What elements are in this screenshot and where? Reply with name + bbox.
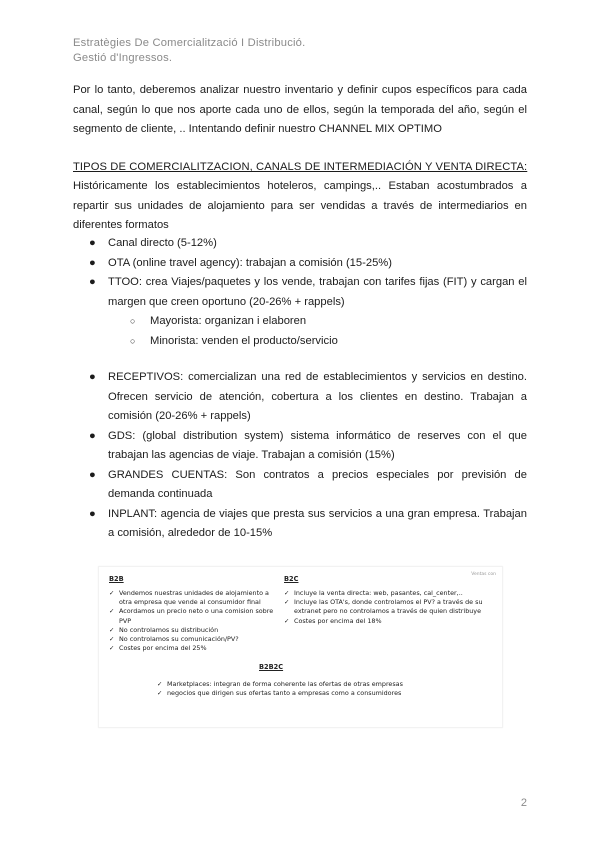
document-header — [73, 36, 305, 66]
check-icon: ✓ — [157, 689, 163, 698]
check-icon: ✓ — [109, 589, 115, 597]
b2b2c-title: B2B2C — [259, 663, 284, 671]
section-title: TIPOS DE COMERCIALITZACION, CANALS DE INTERMEDIACIÓN Y VENTA DIRECTA: — [73, 161, 528, 173]
bullet-icon: ● — [89, 237, 96, 249]
b2b-item: ✓ No controlamos su comunicación/PV? — [109, 635, 239, 644]
b2c-item: ✓ Incluye la venta directa: web, pasantes, cal_center,.. — [284, 589, 463, 597]
figure-corner-label: Ventas con — [471, 572, 496, 577]
b2b-item: ✓ Costes por encima del 25% — [109, 644, 207, 653]
circle-bullet-icon: ○ — [130, 335, 136, 346]
circle-bullet-icon: ○ — [130, 316, 136, 326]
list-item: ● GRANDES CUENTAS: Son contratos a precios especiales por previsión de demanda continuada — [73, 466, 527, 505]
b2c-list — [284, 589, 494, 626]
bullet-icon: ● — [89, 429, 96, 442]
check-icon: ✓ — [109, 644, 115, 653]
bullet-icon: ● — [89, 507, 96, 520]
b2c-title: B2C — [284, 575, 299, 583]
b2b-item: ✓ Acordamos un precio neto o una comision sobre PVP — [109, 607, 274, 625]
check-icon: ✓ — [109, 635, 115, 644]
list-item: ● RECEPTIVOS: comercializan una red de establecimientos y servicios en destino. Ofrecen servicio de atención, cobertura a los clientes en destino. Trabajan a comisión (20-26% + rappels) — [73, 368, 527, 427]
check-icon: ✓ — [109, 607, 115, 616]
b2b2c-item: ✓ negocios que dirigen sus ofertas tanto a empresas como a consumidores — [157, 689, 402, 698]
b2b-b2c-figure — [98, 566, 503, 728]
sublist-item: ○ Minorista: venden el producto/servicio — [108, 332, 527, 352]
b2c-item: ✓ Incluye las OTA's, donde controlamos el PV? a través de su extranet pero no controlamos a través de quien distribuye — [284, 598, 483, 616]
intro-paragraph: Por lo tanto, deberemos analizar nuestro inventario y definir cupos específicos para cada canal, según lo que nos aporte cada uno de ellos, según la temporada del año, según el segmento de cliente, .. Intentando definir nuestro CHANNEL MIX OPTIMO — [73, 84, 527, 135]
list-item: ● Canal directo (5-12%) — [73, 234, 527, 254]
bullet-icon: ● — [89, 276, 96, 288]
ttoo-sublist — [108, 312, 527, 351]
b2b-title: B2B — [109, 575, 124, 583]
list-item: ● GDS: (global distribution system) sistema informático de reserves con el que trabajan las agencias de viaje. Trabajan a comisión (15%) — [73, 427, 527, 466]
check-icon: ✓ — [284, 616, 290, 625]
b2c-item: ✓ Costes por encima del 18% — [284, 616, 382, 625]
list-item: ● INPLANT: agencia de viajes que presta sus servicios a una gran empresa. Trabajan a comisión, alrededor de 10-15% — [73, 505, 527, 544]
sublist-item: ○ Mayorista: organizan i elaboren — [108, 312, 527, 332]
b2b2c-list — [157, 680, 467, 698]
channel-list-b — [73, 368, 527, 544]
check-icon: ✓ — [284, 598, 290, 607]
list-item: ● TTOO: crea Viajes/paquetes y los vende, trabajan con tarifes fijas (FIT) y cargan el margen que creen oportuno (20-26% + rappels) ○ Mayorista: organizan i elaboren ○ Minorista: venden el producto/servicio — [73, 273, 527, 351]
bullet-icon: ● — [89, 468, 96, 481]
bullet-icon: ● — [89, 256, 96, 269]
b2b2c-item: ✓ Marketplaces: integran de forma coherente las ofertas de otras empresas — [157, 680, 403, 688]
check-icon: ✓ — [157, 680, 163, 688]
check-icon: ✓ — [284, 589, 290, 597]
historic-paragraph: Históricamente los establecimientos hoteleros, campings,.. Estaban acostumbrados a repartir sus unidades de alojamiento para ser vendidas a través de intermediarios en diferentes formatos — [73, 180, 527, 231]
b2b-item: ✓ Vendemos nuestras unidades de alojamiento a otra empresa que vende al consumidor final — [109, 589, 269, 607]
page-number: 2 — [520, 797, 527, 809]
check-icon: ✓ — [109, 625, 115, 634]
b2b-item: ✓ No controlamos su distribución — [109, 625, 219, 634]
channel-list-a — [73, 234, 527, 351]
list-item: ● OTA (online travel agency): trabajan a comisión (15-25%) — [73, 254, 527, 274]
header-subtitle: Gestió d'Ingressos. — [73, 52, 173, 64]
header-title: Estratègies De Comercialització I Distribució. — [73, 37, 306, 49]
b2b-list — [109, 589, 279, 653]
bullet-icon: ● — [89, 371, 96, 383]
